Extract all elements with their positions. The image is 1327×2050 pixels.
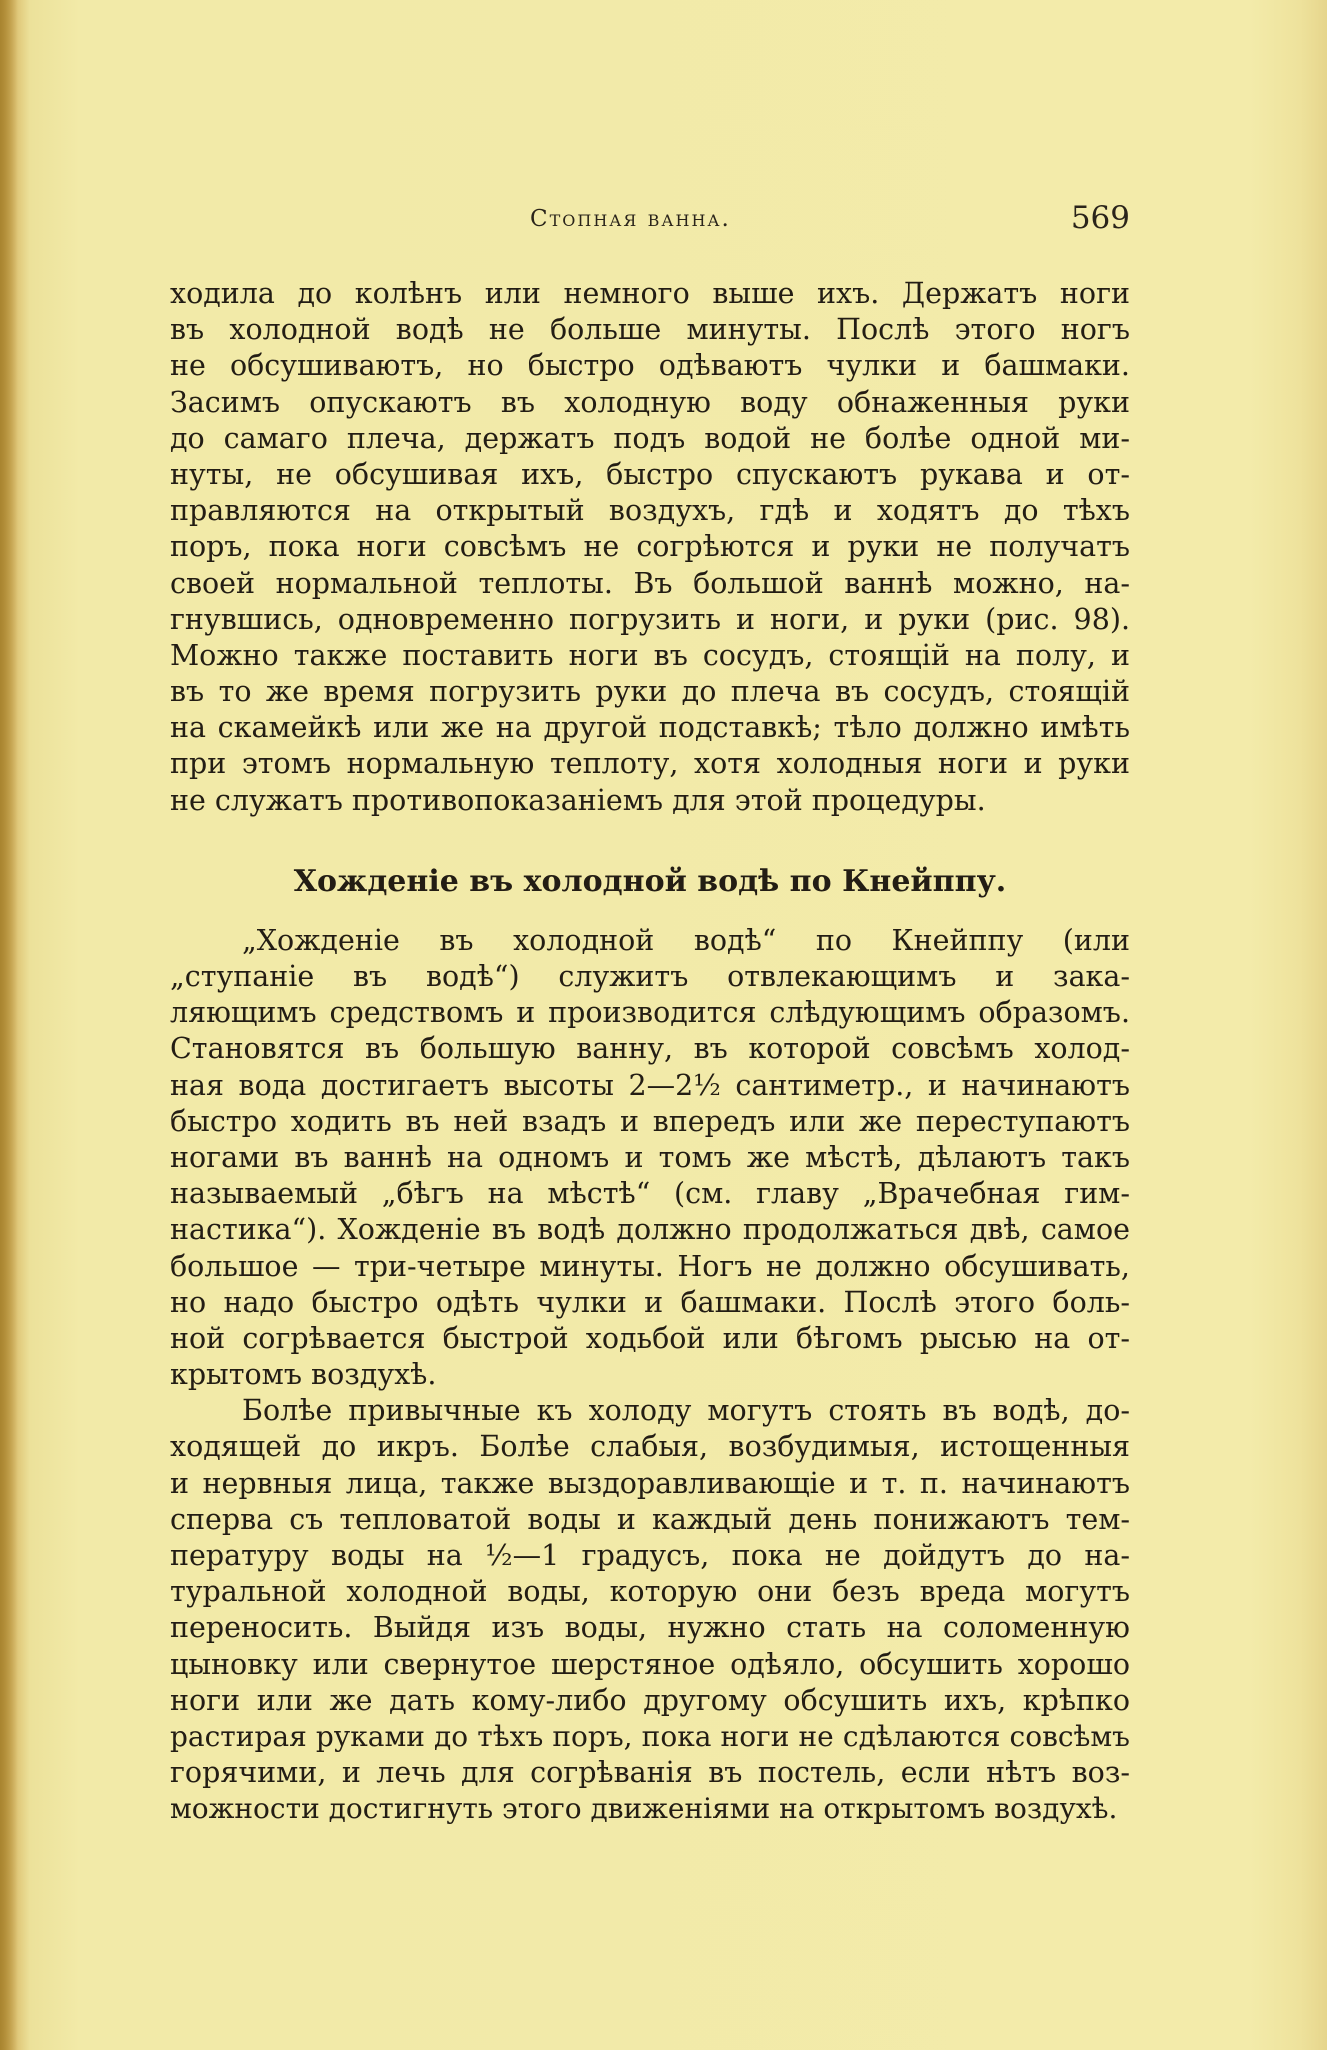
text-line: ной согрѣвается быстрой ходьбой или бѣгомъ рысью на от- xyxy=(170,1321,1130,1355)
text-line: можности достигнуть этого движеніями на открытомъ воздухѣ. xyxy=(170,1792,1118,1826)
section-heading: Хожденіе въ холодной водѣ по Кнейппу. xyxy=(293,863,1007,899)
text-line: поръ, пока ноги совсѣмъ не согрѣются и руки не получатъ xyxy=(170,530,1130,564)
text-line: при этомъ нормальную теплоту, хотя холодныя ноги и руки xyxy=(170,747,1130,781)
text-line: растирая руками до тѣхъ поръ, пока ноги не сдѣлаются совсѣмъ xyxy=(170,1719,1130,1753)
text-line: переносить. Выйдя изъ воды, нужно стать на соломенную xyxy=(170,1611,1130,1645)
paragraph-3 xyxy=(170,1393,1130,1827)
page-number: 569 xyxy=(1070,200,1130,236)
text-line: въ то же время погрузить руки до плеча въ сосудъ, стоящій xyxy=(170,675,1130,709)
text-line: ноги или же дать кому-либо другому обсушить ихъ, крѣпко xyxy=(170,1683,1130,1717)
paragraph-1 xyxy=(170,276,1130,819)
text-line: называемый „бѣгъ на мѣстѣ“ (см. главу „Врачебная гим- xyxy=(170,1177,1130,1211)
text-line: не обсушиваютъ, но быстро одѣваютъ чулки и башмаки. xyxy=(170,349,1130,383)
text-line: крытомъ воздухѣ. xyxy=(170,1358,437,1392)
text-line: сперва съ тепловатой воды и каждый день понижаютъ тем- xyxy=(170,1502,1130,1536)
text-line: горячими, и лечь для согрѣванія въ постель, если нѣтъ воз- xyxy=(170,1756,1130,1790)
text-line: но надо быстро одѣть чулки и башмаки. Послѣ этого боль- xyxy=(170,1285,1130,1319)
text-line: туральной холодной воды, которую они безъ вреда могутъ xyxy=(170,1575,1130,1609)
text-line: и нервныя лица, также выздоравливающіе и т. п. начинаютъ xyxy=(170,1466,1130,1500)
text-line: ходящей до икръ. Болѣе слабыя, возбудимыя, истощенныя xyxy=(170,1430,1130,1464)
page-header xyxy=(170,200,1130,240)
text-line: большое — три-четыре минуты. Ногъ не должно обсушивать, xyxy=(170,1249,1130,1283)
text-line: настика“). Хожденіе въ водѣ должно продолжаться двѣ, самое xyxy=(170,1213,1130,1247)
text-line: своей нормальной теплоты. Въ большой ваннѣ можно, на- xyxy=(170,566,1130,600)
text-line: Становятся въ большую ванну, въ которой совсѣмъ холод- xyxy=(170,1032,1130,1066)
text-line: ная вода достигаетъ высоты 2—2½ сантиметр., и начинаютъ xyxy=(170,1068,1130,1102)
text-line: не служатъ противопоказаніемъ для этой процедуры. xyxy=(170,783,986,817)
text-line: Засимъ опускаютъ въ холодную воду обнаженныя руки xyxy=(170,385,1130,419)
text-line: „ступаніе въ водѣ“) служитъ отвлекающимъ и зака- xyxy=(170,960,1130,993)
text-line: ногами въ ваннѣ на одномъ и томъ же мѣстѣ, дѣлаютъ такъ xyxy=(170,1140,1130,1174)
spine-shadow xyxy=(0,0,18,2050)
paragraph-2 xyxy=(170,923,1130,1393)
text-line: Можно также поставить ноги въ сосудъ, стоящій на полу, и xyxy=(170,638,1130,672)
body-text xyxy=(170,276,1130,1828)
text-line: гнувшись, одновременно погрузить и ноги, и руки (рис. 98). xyxy=(170,602,1130,636)
text-line: нуты, не обсушивая ихъ, быстро спускаютъ рукава и от- xyxy=(170,457,1130,491)
text-line: быстро ходить въ ней взадъ и впередъ или же переступаютъ xyxy=(170,1104,1130,1138)
text-line: пературу воды на ½—1 градусъ, пока не дойдутъ до на- xyxy=(170,1539,1130,1572)
text-line: „Хожденіе въ холодной водѣ“ по Кнейппу (или xyxy=(242,923,1130,957)
text-line: на скамейкѣ или же на другой подставкѣ; тѣло должно имѣть xyxy=(170,711,1130,745)
text-line: въ холодной водѣ не больше минуты. Послѣ этого ногъ xyxy=(170,313,1130,347)
text-line: до самаго плеча, держатъ подъ водой не болѣе одной ми- xyxy=(170,421,1130,455)
text-line: Болѣе привычные къ холоду могутъ стоять въ водѣ, до- xyxy=(242,1394,1130,1428)
text-line: цыновку или свернутое шерстяное одѣяло, обсушить хорошо xyxy=(170,1647,1130,1681)
running-title: Стопная ванна. xyxy=(530,206,731,232)
text-line: ляющимъ средствомъ и производится слѣдующимъ образомъ. xyxy=(170,996,1130,1030)
text-line: ходила до колѣнъ или немного выше ихъ. Держатъ ноги xyxy=(170,277,1130,310)
text-line: правляются на открытый воздухъ, гдѣ и ходятъ до тѣхъ xyxy=(170,494,1130,528)
